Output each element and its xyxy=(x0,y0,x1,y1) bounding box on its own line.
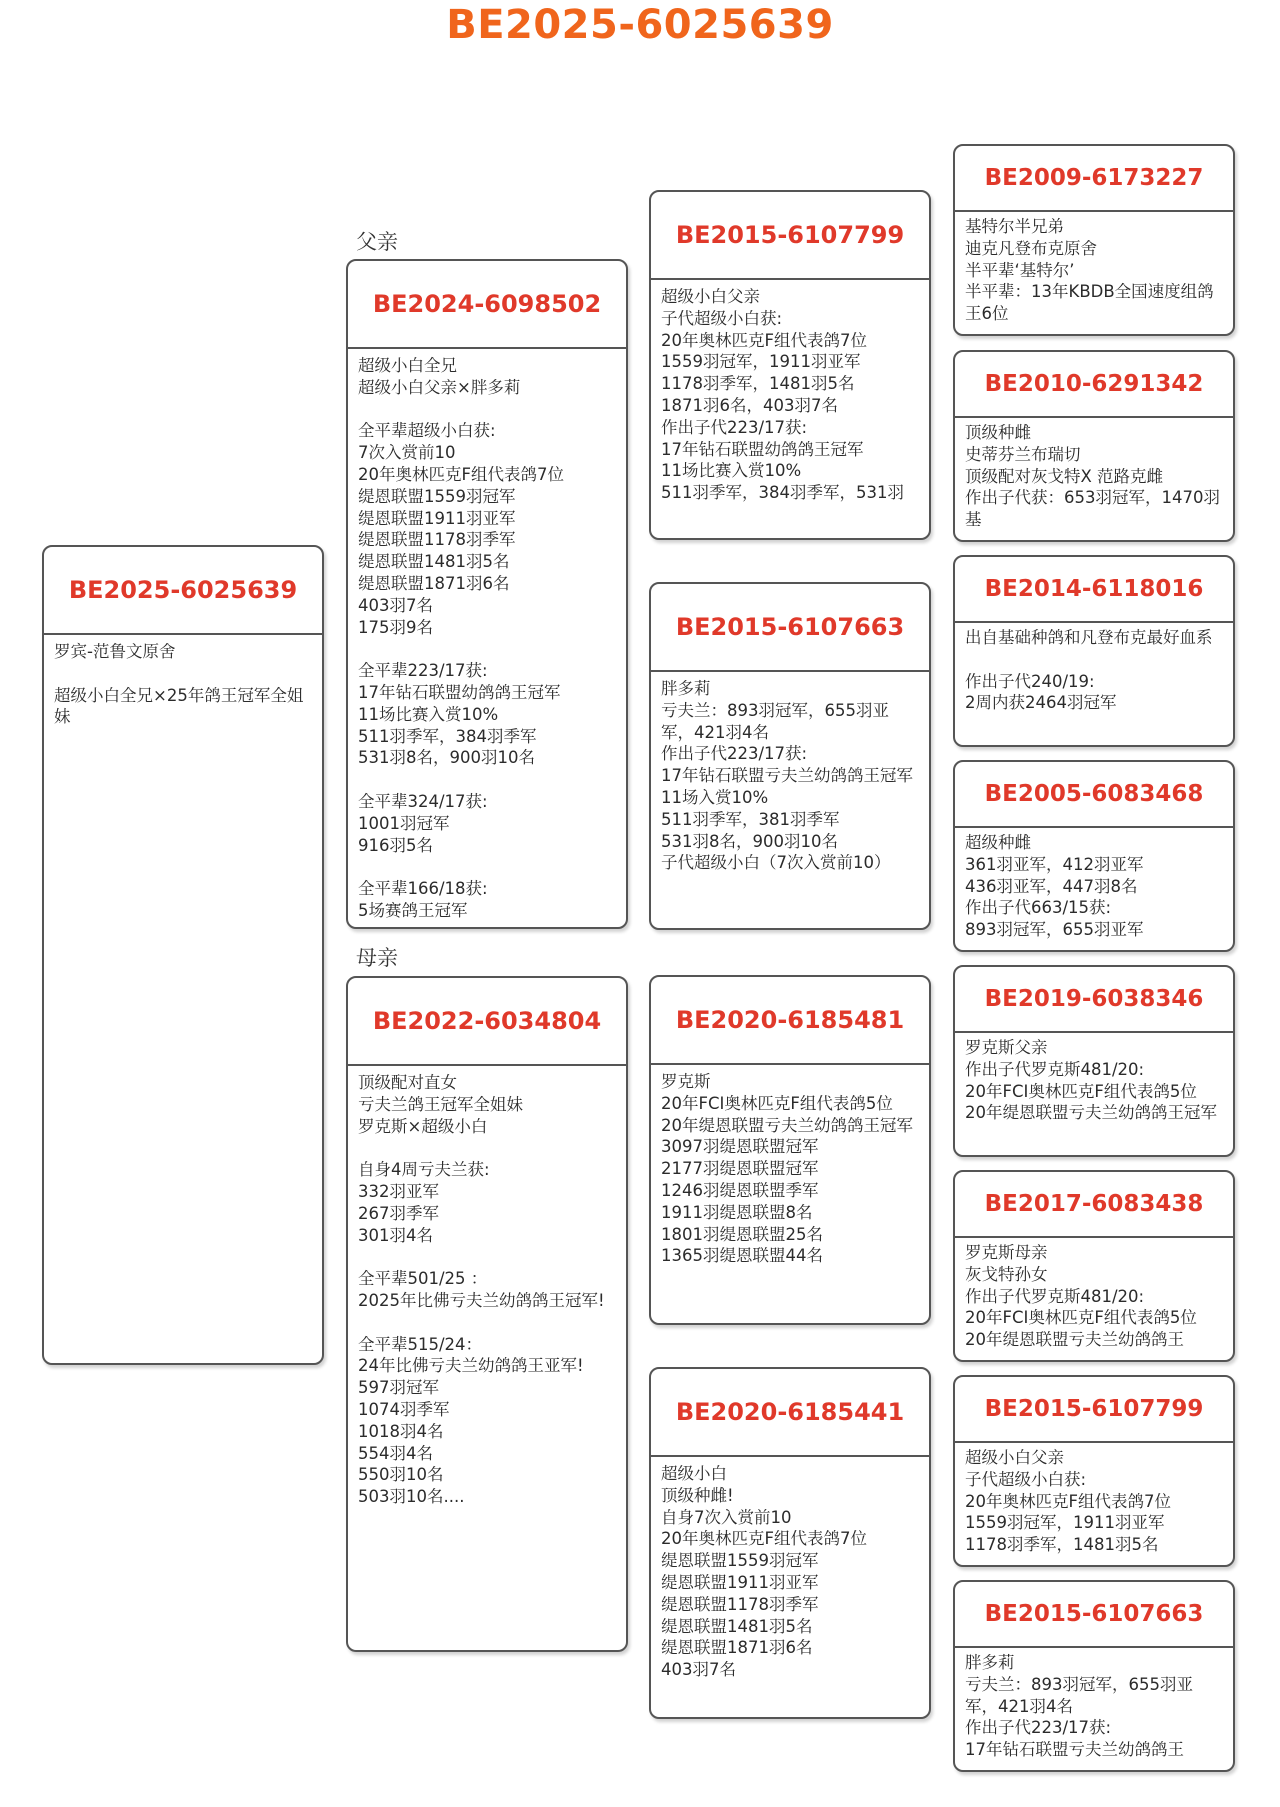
grandsire-paternal-card xyxy=(649,190,931,540)
grandsire-maternal-description: 罗克斯 20年FCI奥林匹克F组代表鸽5位 20年缇恩联盟亏夫兰幼鸽鸽王冠军 3097羽缇恩联盟冠军 2177羽缇恩联盟冠军 1246羽缇恩联盟季军 1911羽缇恩联盟8名 1801羽缇恩联盟25名 1365羽缇恩联盟44名 xyxy=(661,1072,913,1266)
great-grandparent-6-ring-number: BE2017-6083438 xyxy=(955,1172,1233,1238)
dam-card xyxy=(346,976,628,1652)
sire-card xyxy=(346,259,628,929)
great-grandparent-7-description: 超级小白父亲 子代超级小白获: 20年奥林匹克F组代表鸽7位 1559羽冠军，1911羽亚军 1178羽季军，1481羽5名 xyxy=(965,1448,1171,1555)
mother-label: 母亲 xyxy=(356,946,398,970)
granddam-paternal-ring-number: BE2015-6107663 xyxy=(651,584,929,672)
sire-description: 超级小白全兄 超级小白父亲×胖多莉 全平辈超级小白获: 7次入赏前10 20年奥林匹克F组代表鸽7位 缇恩联盟1559羽冠军 缇恩联盟1911羽亚军 缇恩联盟1178羽季军 缇恩联盟1481羽5名 缇恩联盟1871羽6名 403羽7名 175羽9名 全平辈223/17获: 17年钻石联盟幼鸽鸽王冠军 11场比赛入赏10% 511羽季军，384羽季军 531羽8名，900羽10名 全平辈324/17获: 1001羽冠军 916羽5名 全平辈166/18获: 5场赛鸽王冠军 xyxy=(358,356,564,920)
granddam-maternal-description: 超级小白 顶级种雌! 自身7次入赏前10 20年奥林匹克F组代表鸽7位 缇恩联盟1559羽冠军 缇恩联盟1911羽亚军 缇恩联盟1178羽季军 缇恩联盟1481羽5名 缇恩联盟1871羽6名 403羽7名 xyxy=(661,1464,867,1680)
granddam-maternal-ring-number: BE2020-6185441 xyxy=(651,1369,929,1457)
grandsire-paternal-description: 超级小白父亲 子代超级小白获: 20年奥林匹克F组代表鸽7位 1559羽冠军，1911羽亚军 1178羽季军，1481羽5名 1871羽6名，403羽7名 作出子代223/17获: 17年钻石联盟幼鸽鸽王冠军 11场比赛入赏10% 511羽季军，384羽季军，531羽 xyxy=(661,287,904,503)
subject-description: 罗宾-范鲁文原舍 超级小白全兄×25年鸽王冠军全姐妹 xyxy=(54,642,304,727)
great-grandparent-card-6 xyxy=(953,1170,1235,1362)
dam-ring-number: BE2022-6034804 xyxy=(348,978,626,1066)
great-grandparent-card-2 xyxy=(953,350,1235,542)
great-grandparent-card-3 xyxy=(953,555,1235,747)
great-grandparent-1-ring-number: BE2009-6173227 xyxy=(955,146,1233,212)
subject-ring-number: BE2025-6025639 xyxy=(44,547,322,635)
great-grandparent-4-ring-number: BE2005-6083468 xyxy=(955,762,1233,828)
grandsire-maternal-ring-number: BE2020-6185481 xyxy=(651,977,929,1065)
great-grandparent-2-description: 顶级种雌 史蒂芬兰布瑞切 顶级配对灰戈特X 范路克雌 作出子代获：653羽冠军，1470羽基 xyxy=(965,423,1220,530)
subject-card xyxy=(42,545,324,1365)
granddam-paternal-card xyxy=(649,582,931,930)
great-grandparent-card-5 xyxy=(953,965,1235,1157)
great-grandparent-2-ring-number: BE2010-6291342 xyxy=(955,352,1233,418)
great-grandparent-3-description: 出自基础种鸽和凡登布克最好血系 作出子代240/19: 2周内获2464羽冠军 xyxy=(965,628,1213,713)
great-grandparent-3-ring-number: BE2014-6118016 xyxy=(955,557,1233,623)
great-grandparent-8-description: 胖多莉 亏夫兰：893羽冠军，655羽亚军，421羽4名 作出子代223/17获: 17年钻石联盟亏夫兰幼鸽鸽王 xyxy=(965,1653,1193,1760)
great-grandparent-1-description: 基特尔半兄弟 迪克凡登布克原舍 半平辈‘基特尔’ 半平辈：13年KBDB全国速度组鸽王6位 xyxy=(965,217,1214,324)
granddam-maternal-card xyxy=(649,1367,931,1719)
father-label: 父亲 xyxy=(356,230,398,254)
grandsire-paternal-ring-number: BE2015-6107799 xyxy=(651,192,929,280)
great-grandparent-card-1 xyxy=(953,144,1235,336)
great-grandparent-card-8 xyxy=(953,1580,1235,1772)
great-grandparent-8-ring-number: BE2015-6107663 xyxy=(955,1582,1233,1648)
great-grandparent-card-7 xyxy=(953,1375,1235,1567)
great-grandparent-5-description: 罗克斯父亲 作出子代罗克斯481/20: 20年FCI奥林匹克F组代表鸽5位 20年缇恩联盟亏夫兰幼鸽鸽王冠军 xyxy=(965,1038,1217,1123)
great-grandparent-6-description: 罗克斯母亲 灰戈特孙女 作出子代罗克斯481/20: 20年FCI奥林匹克F组代表鸽5位 20年缇恩联盟亏夫兰幼鸽鸽王 xyxy=(965,1243,1197,1350)
great-grandparent-7-ring-number: BE2015-6107799 xyxy=(955,1377,1233,1443)
great-grandparent-card-4 xyxy=(953,760,1235,952)
great-grandparent-5-ring-number: BE2019-6038346 xyxy=(955,967,1233,1033)
sire-ring-number: BE2024-6098502 xyxy=(348,261,626,349)
granddam-paternal-description: 胖多莉 亏夫兰：893羽冠军，655羽亚军，421羽4名 作出子代223/17获: 17年钻石联盟亏夫兰幼鸽鸽王冠军 11场入赏10% 511羽季军，381羽季军 531羽8名，900羽10名 子代超级小白（7次入赏前10） xyxy=(661,679,913,873)
grandsire-maternal-card xyxy=(649,975,931,1325)
dam-description: 顶级配对直女 亏夫兰鸽王冠军全姐妹 罗克斯×超级小白 自身4周亏夫兰获: 332羽亚军 267羽季军 301羽4名 全平辈501/25 ： 2025年比佛亏夫兰幼鸽鸽王冠军! 全平辈515/24： 24年比佛亏夫兰幼鸽鸽王亚军! 597羽冠军 1074羽季军 1018羽4名 554羽4名 550羽10名 503羽10名.... xyxy=(358,1073,605,1507)
great-grandparent-4-description: 超级种雌 361羽亚军，412羽亚军 436羽亚军，447羽8名 作出子代663/15获: 893羽冠军，655羽亚军 xyxy=(965,833,1144,940)
pedigree-title: BE2025-6025639 xyxy=(446,2,834,48)
